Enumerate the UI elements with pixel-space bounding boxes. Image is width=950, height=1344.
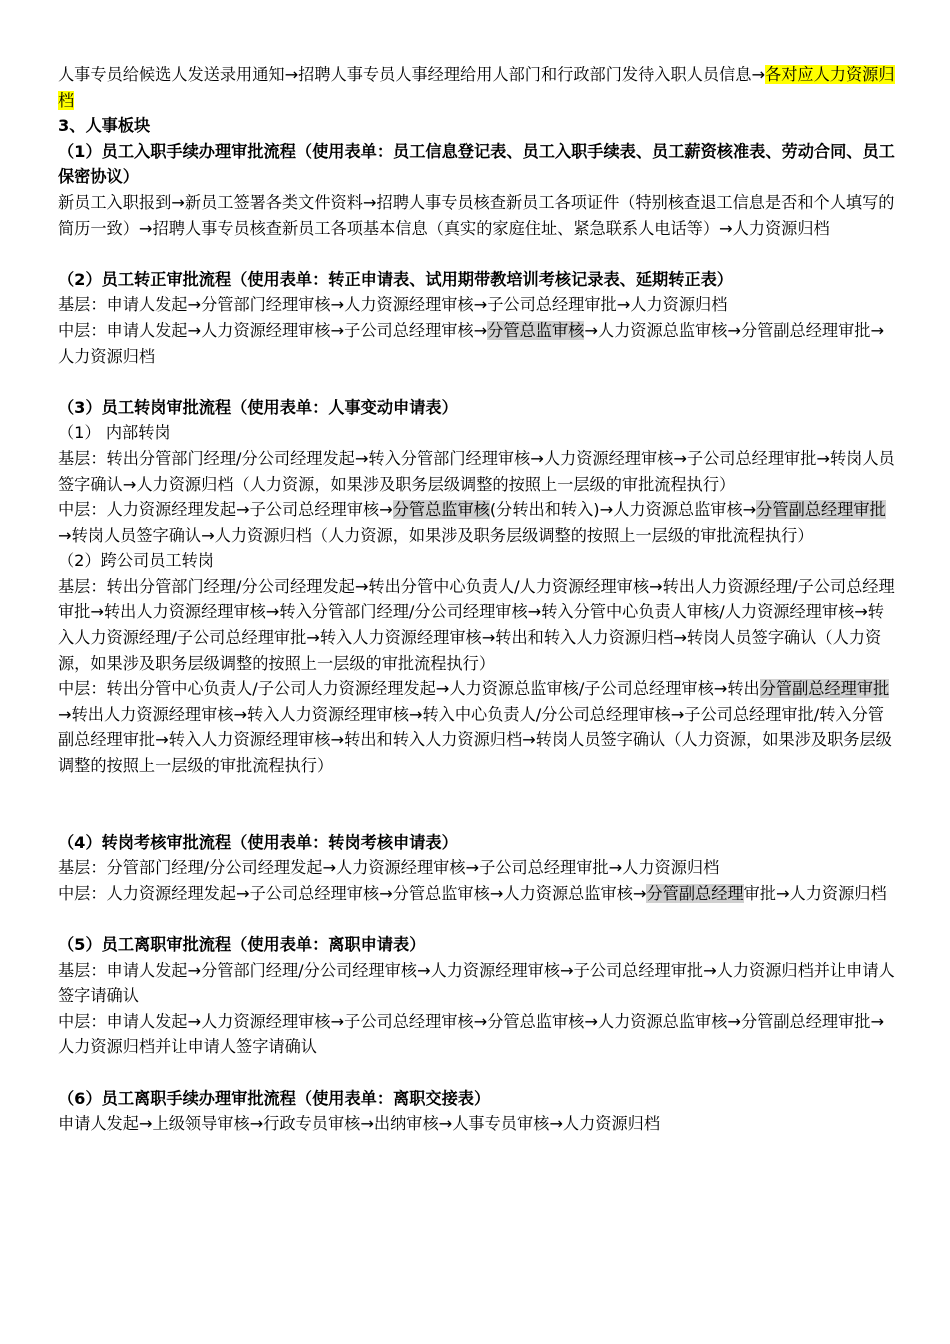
spacer [58, 779, 898, 830]
spacer [58, 1060, 898, 1086]
s4-mid [58, 881, 898, 907]
s3-sub1-mid-highlight: 分管副总经理审批 [756, 500, 886, 520]
s3-sub2-mid-highlight: 分管副总经理审批 [759, 679, 890, 699]
s3-sub2-mid [58, 676, 898, 778]
s1-body: 新员工入职报到→新员工签署各类文件资料→招聘人事专员核查新员工各项证件（特别核查退工信息是否和个人填写的简历一致）→招聘人事专员核查新员工各项基本信息（真实的家庭住址、紧急联系人电话等）→人力资源归档 [58, 192, 895, 238]
spacer [58, 369, 898, 395]
s4-mid-text: 中层：人力资源经理发起→子公司总经理审核→分管总监审核→人力资源总监审核→ [58, 883, 647, 903]
s3-heading: （3）员工转岗审批流程（使用表单：人事变动申请表） [58, 397, 458, 417]
s3-sub1-mid-text: →转岗人员签字确认→人力资源归档（人力资源，如果涉及职务层级调整的按照上一层级的审批流程执行） [58, 525, 814, 545]
s2-mid-text: 中层：申请人发起→人力资源经理审核→子公司总经理审核→ [58, 320, 488, 340]
s3-sub2-mid-text: →转出人力资源经理审核→转入人力资源经理审核→转入中心负责人/分公司总经理审核→子公司总经理审批/转入分管副总经理审批→转入人力资源经理审核→转出和转入人力资源归档→转岗人员签字确认（人力资源，如果涉及职务层级调整的按照上一层级的审批流程执行） [58, 704, 892, 776]
s3-sub1-mid-text: 中层：人力资源经理发起→子公司总经理审核→ [58, 500, 393, 520]
section-3-title: 3、人事板块 [58, 116, 151, 136]
intro-highlight: 各对应人力资源归档 [58, 65, 895, 110]
s6-body: 申请人发起→上级领导审核→行政专员审核→出纳审核→人事专员审核→人力资源归档 [58, 1114, 661, 1134]
s2-mid [58, 318, 898, 369]
s2-base: 基层：申请人发起→分管部门经理审核→人力资源经理审核→子公司总经理审批→人力资源归档 [58, 295, 728, 315]
s3-sub2-mid-text: 中层：转出分管中心负责人/子公司人力资源经理发起→人力资源总监审核/子公司总经理审核→转出 [58, 679, 760, 699]
s1-heading: （1）员工入职手续办理审批流程（使用表单：员工信息登记表、员工入职手续表、员工薪资核准表、劳动合同、员工保密协议） [58, 141, 895, 187]
spacer [58, 241, 898, 267]
s3-sub1-title: （1） 内部转岗 [58, 423, 171, 443]
s3-sub1-base: 基层：转出分管部门经理/分公司经理发起→转入分管部门经理审核→人力资源经理审核→子公司总经理审批→转岗人员签字确认→人力资源归档（人力资源，如果涉及职务层级调整的按照上一层级的审批流程执行） [58, 448, 895, 494]
s2-mid-highlight: 分管总监审核 [487, 320, 585, 340]
s4-mid-highlight: 分管副总经理 [646, 883, 744, 903]
intro-arrow: → [751, 65, 766, 84]
s5-base: 基层：申请人发起→分管部门经理/分公司经理审核→人力资源经理审核→子公司总经理审批→人力资源归档并让申请人签字请确认 [58, 960, 895, 1006]
s5-mid: 中层：申请人发起→人力资源经理审核→子公司总经理审核→分管总监审核→人力资源总监审核→分管副总经理审批→人力资源归档并让申请人签字请确认 [58, 1011, 885, 1057]
s3-sub1-mid-highlight: 分管总监审核 [392, 500, 490, 520]
intro-paragraph [58, 62, 898, 113]
intro-text: 人事专员给候选人发送录用通知→招聘人事专员人事经理给用人部门和行政部门发待入职人员信息 [58, 65, 752, 84]
s3-sub2-title: （2）跨公司员工转岗 [58, 551, 214, 571]
s4-mid-text-end: 审批→人力资源归档 [743, 883, 887, 903]
document-page [58, 62, 898, 1137]
s2-heading: （2）员工转正审批流程（使用表单：转正申请表、试用期带教培训考核记录表、延期转正表） [58, 269, 733, 289]
spacer [58, 906, 898, 932]
s5-heading: （5）员工离职审批流程（使用表单：离职申请表） [58, 935, 426, 954]
s6-heading: （6）员工离职手续办理审批流程（使用表单：离职交接表） [58, 1088, 491, 1108]
s4-base: 基层：分管部门经理/分公司经理发起→人力资源经理审核→子公司总经理审批→人力资源归档 [58, 858, 720, 878]
s3-sub1-mid-text: (分转出和转入)→人力资源总监审核→ [489, 500, 757, 520]
s3-sub2-base: 基层：转出分管部门经理/分公司经理发起→转出分管中心负责人/人力资源经理审核→转出人力资源经理/子公司总经理审批→转出人力资源经理审核→转入分管部门经理/分公司经理审核→转入分管中心负责人审核/人力资源经理审核→转入人力资源经理/子公司总经理审批→转入人力资源经理审核→转出和转入人力资源归档→转岗人员签字确认（人力资源，如果涉及职务层级调整的按照上一层级的审批流程执行） [58, 576, 895, 673]
s2-mid-text-end: →人力资源总监审核→分管副总经理审批→人力资源归档 [58, 320, 885, 366]
s3-sub1-mid [58, 497, 898, 548]
s4-heading: （4）转岗考核审批流程（使用表单：转岗考核申请表） [58, 832, 458, 852]
